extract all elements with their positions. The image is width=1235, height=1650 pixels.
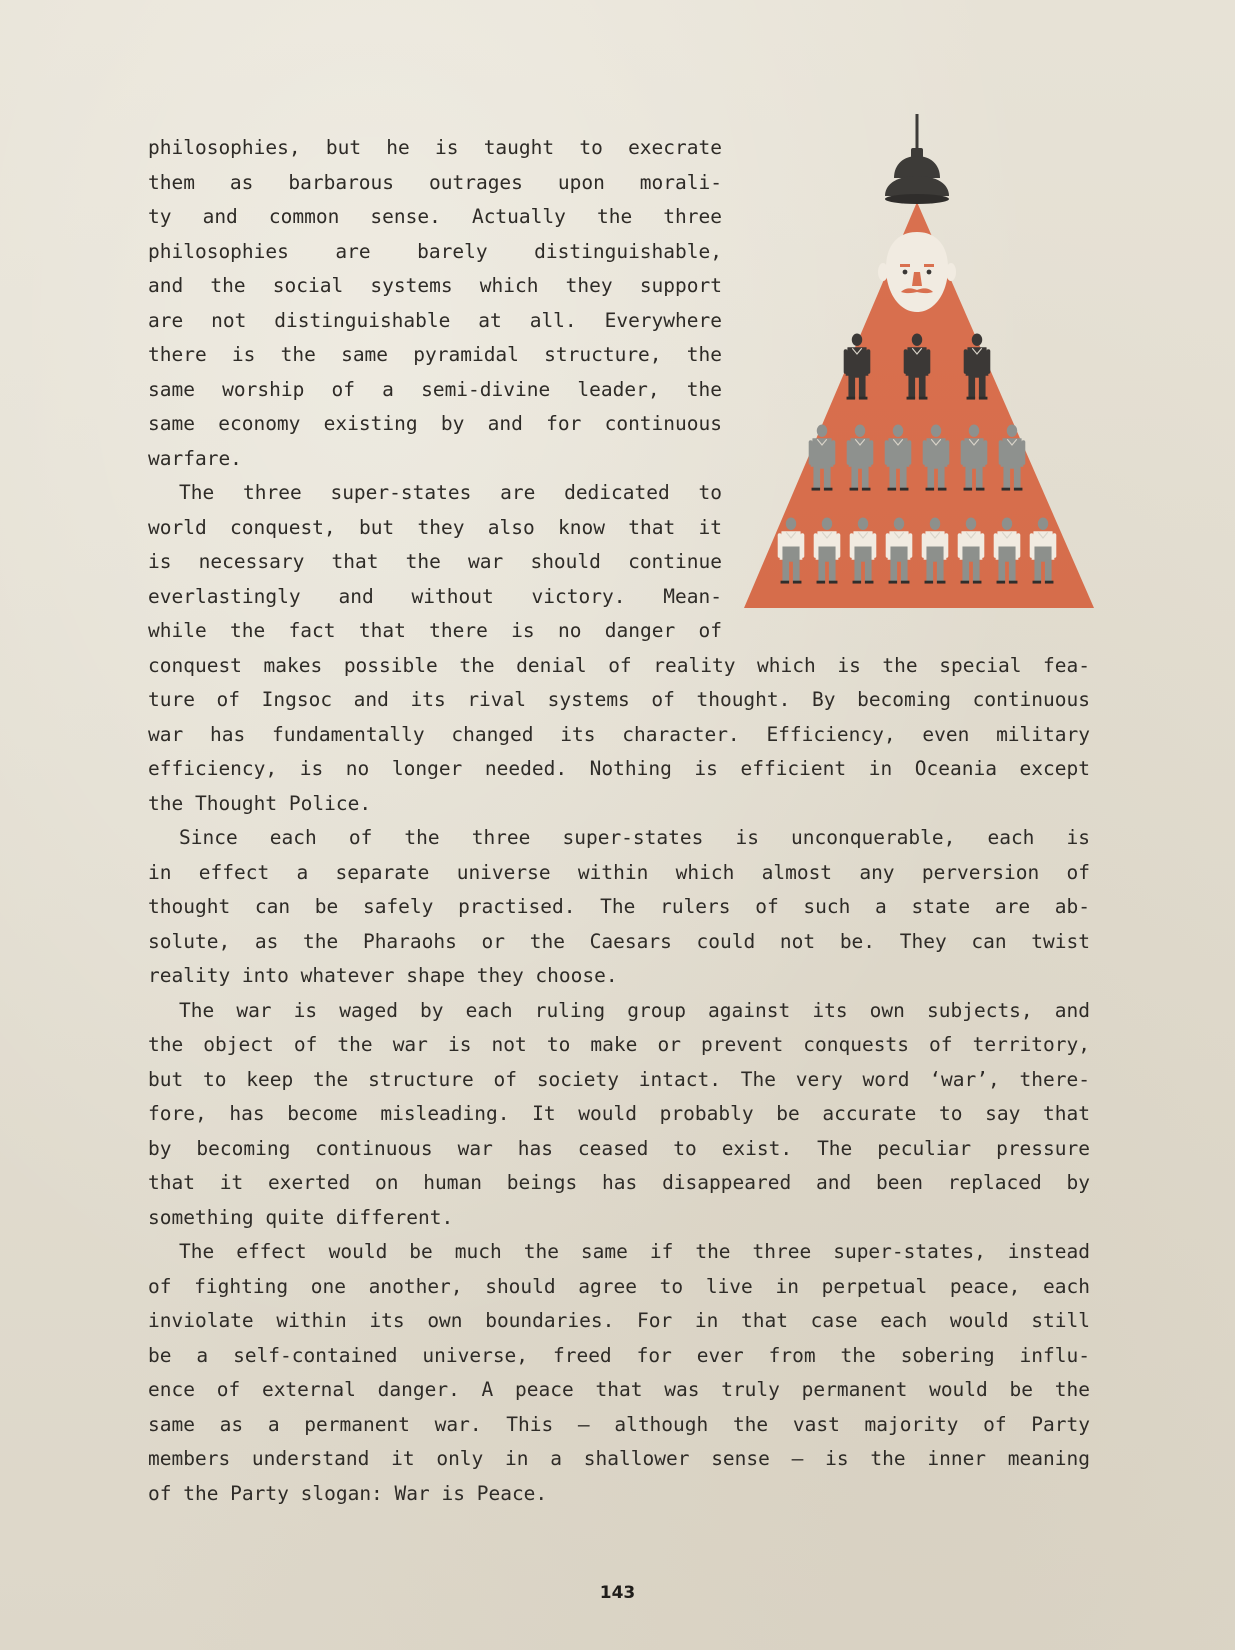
text-line: there is the same pyramidal structure, the xyxy=(148,343,722,366)
text-line: that it exerted on human beings has disappeared and been replaced by xyxy=(148,1171,1090,1194)
text-line: ty and common sense. Actually the three xyxy=(148,205,722,228)
text-line: The three super-states are dedicated to xyxy=(179,481,722,504)
text-line: the Thought Police. xyxy=(148,791,372,815)
paragraph-4 xyxy=(148,994,1090,1236)
text-line: fore, has become misleading. It would probably be accurate to say that xyxy=(148,1102,1090,1125)
text-line: solute, as the Pharaohs or the Caesars could not be. They can twist xyxy=(148,929,1090,953)
page-number: 143 xyxy=(599,1583,636,1603)
text-line: world conquest, but they also know that it xyxy=(148,515,722,539)
text-line: The war is waged by each ruling group against its own subjects, and xyxy=(179,998,1090,1022)
text-line: reality into whatever shape they choose. xyxy=(148,964,618,987)
text-line: the object of the war is not to make or prevent conquests of territory, xyxy=(148,1033,1090,1056)
text-line: Since each of the three super-states is unconquerable, each is xyxy=(179,826,1090,849)
text-line: same as a permanent war. This – although the vast majority of Party xyxy=(148,1412,1090,1436)
text-line: war has fundamentally changed its character. Efficiency, even military xyxy=(148,722,1090,746)
text-line: in effect a separate universe within which almost any perversion of xyxy=(148,860,1090,884)
text-line: something quite different. xyxy=(148,1205,454,1229)
text-line: inviolate within its own boundaries. For in that case each would still xyxy=(148,1309,1090,1332)
paragraph-3 xyxy=(148,821,1090,994)
text-line: conquest makes possible the denial of reality which is the special fea- xyxy=(148,653,1090,677)
text-line: ture of Ingsoc and its rival systems of thought. By becoming continuous xyxy=(148,688,1090,711)
lamp-icon xyxy=(885,148,949,204)
text-line: everlastingly and without victory. Mean- xyxy=(148,584,722,608)
text-line: thought can be safely practised. The rulers of such a state are ab- xyxy=(148,895,1090,918)
text-line: by becoming continuous war has ceased to exist. The peculiar pressure xyxy=(148,1136,1090,1160)
text-line: The effect would be much the same if the three super-states, instead xyxy=(179,1240,1090,1263)
text-line: same worship of a semi-divine leader, the xyxy=(148,377,722,401)
text-line: are not distinguishable at all. Everywhere xyxy=(148,308,722,332)
text-line: but to keep the structure of society intact. The very word ‘war’, there- xyxy=(148,1067,1090,1091)
text-line: be a self-contained universe, freed for ever from the sobering influ- xyxy=(148,1343,1090,1367)
text-line: same economy existing by and for continuous xyxy=(148,412,722,435)
text-line: while the fact that there is no danger of xyxy=(148,619,722,642)
text-line: ence of external danger. A peace that was truly permanent would be the xyxy=(148,1378,1090,1401)
text-line: warfare. xyxy=(148,446,242,470)
text-line: them as barbarous outrages upon morali- xyxy=(148,170,722,194)
paragraph-5 xyxy=(148,1235,1090,1511)
text-line: efficiency, is no longer needed. Nothing is efficient in Oceania except xyxy=(148,757,1090,780)
text-line: philosophies, but he is taught to execrate xyxy=(148,136,722,159)
text-line: philosophies are barely distinguishable, xyxy=(148,239,722,263)
text-line: and the social systems which they support xyxy=(148,274,722,297)
pyramid-hierarchy-illustration xyxy=(742,112,1096,612)
text-line: is necessary that the war should continue xyxy=(148,550,722,573)
text-line: members understand it only in a shallower sense – is the inner meaning xyxy=(148,1447,1090,1470)
text-line: of fighting one another, should agree to live in perpetual peace, each xyxy=(148,1274,1090,1298)
text-line: of the Party slogan: War is Peace. xyxy=(148,1481,548,1505)
